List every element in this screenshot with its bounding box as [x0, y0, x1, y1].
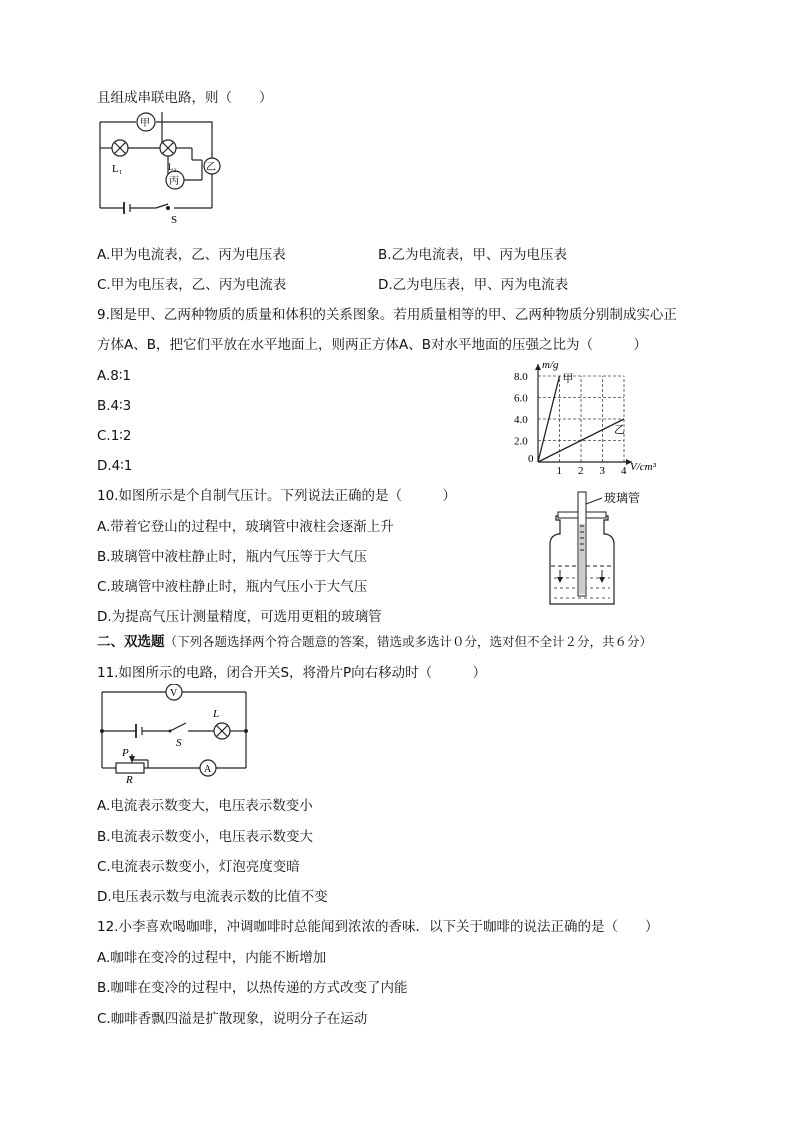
- switch-s-label: S: [171, 214, 178, 224]
- q12-stem: 12.小李喜欢喝咖啡，冲调咖啡时总能闻到浓浓的香味．以下关于咖啡的说法正确的是（ ）: [97, 919, 659, 935]
- x-axis-label: V/cm³: [630, 461, 656, 473]
- series-line-jia: [538, 376, 560, 462]
- q9-option-a: A.8∶1: [97, 368, 131, 384]
- x-tick-label: 4: [621, 465, 627, 477]
- glass-tube-label: 玻璃管: [604, 491, 641, 505]
- section2-title: 二、双选题: [97, 634, 165, 650]
- q8-stem-tail: 且组成串联电路，则（ ）: [97, 90, 273, 106]
- q9-stem-line2: 方体A、B，把它们平放在水平地面上，则两正方体A、B对水平地面的压强之比为（ ）: [97, 337, 647, 353]
- q9-option-b: B.4∶3: [97, 398, 132, 414]
- q11-stem: 11.如图所示的电路，闭合开关S，将滑片P向右移动时（ ）: [97, 665, 487, 681]
- voltmeter-v-label: V: [170, 688, 178, 699]
- q8-option-d: D.乙为电压表，甲、丙为电流表: [378, 277, 569, 293]
- y-axis-arrow: [535, 364, 541, 370]
- y-tick-label: 8.0: [514, 371, 528, 383]
- q8-circuit-diagram: [96, 112, 231, 228]
- section2-note: （下列各题选择两个符合题意的答案，错选或多选计０分，选对但不全计２分，共６分）: [164, 634, 653, 649]
- section2-header: [97, 633, 652, 651]
- x-tick-label: 3: [599, 465, 605, 477]
- series-label-yi: 乙: [614, 424, 625, 436]
- q10-option-d: D.为提高气压计测量精度，可选用更粗的玻璃管: [97, 609, 382, 625]
- lamp-l1-label: L₁: [112, 163, 123, 175]
- q11-option-d: D.电压表示数与电流表示数的比值不变: [97, 889, 328, 905]
- x-tick-label: 2: [578, 465, 584, 477]
- y-tick-label: 6.0: [514, 392, 528, 405]
- q11-option-c: C.电流表示数变小，灯泡亮度变暗: [97, 859, 300, 875]
- lamp-l-label: L: [213, 708, 220, 720]
- q9-option-c: C.1∶2: [97, 428, 132, 444]
- q9-mass-volume-chart: [508, 356, 678, 482]
- q9-stem-line1: 9.图是甲、乙两种物质的质量和体积的关系图象。若用质量相等的甲、乙两种物质分别制成实心正: [97, 307, 677, 323]
- lamp-l2-label: L₂: [168, 162, 177, 172]
- q11-circuit-diagram: [96, 684, 256, 788]
- q12-option-b: B.咖啡在变冷的过程中，以热传递的方式改变了内能: [97, 980, 408, 996]
- q12-option-c: C.咖啡香飘四溢是扩散现象，说明分子在运动: [97, 1011, 368, 1027]
- q10-stem: 10.如图所示是个自制气压计。下列说法正确的是（ ）: [97, 488, 456, 504]
- y-tick-label: 2.0: [514, 435, 528, 448]
- q10-option-b: B.玻璃管中液柱静止时，瓶内气压等于大气压: [97, 549, 368, 565]
- meter-jia-label: 甲: [140, 118, 150, 129]
- q12-option-a: A.咖啡在变冷的过程中，内能不断增加: [97, 950, 327, 966]
- q8-option-c: C.甲为电压表，乙、丙为电流表: [97, 277, 287, 293]
- y-axis-label: m/g: [542, 359, 559, 371]
- q11-option-a: A.电流表示数变大，电压表示数变小: [97, 798, 313, 814]
- rheostat-r-label: R: [126, 774, 133, 784]
- meter-yi-label: 乙: [206, 162, 216, 173]
- x-tick-label: 1: [556, 465, 562, 477]
- series-label-jia: 甲: [562, 373, 574, 385]
- q8-option-b: B.乙为电流表，甲、丙为电压表: [378, 247, 568, 263]
- q9-option-d: D.4∶1: [97, 458, 133, 474]
- q11-option-b: B.电流表示数变小，电压表示数变大: [97, 829, 314, 845]
- switch-s-label: S: [176, 737, 182, 749]
- slider-p-label: P: [122, 747, 129, 759]
- q10-barometer-diagram: [536, 486, 676, 612]
- y-tick-label: 4.0: [514, 414, 528, 426]
- x-tick-label: 0: [528, 453, 534, 465]
- q8-option-a: A.甲为电流表，乙、丙为电压表: [97, 247, 286, 263]
- meter-bing-label: 丙: [169, 176, 179, 187]
- ammeter-a-label: A: [204, 764, 212, 775]
- q10-option-c: C.玻璃管中液柱静止时，瓶内气压小于大气压: [97, 579, 368, 595]
- q10-option-a: A.带着它登山的过程中，玻璃管中液柱会逐渐上升: [97, 519, 394, 535]
